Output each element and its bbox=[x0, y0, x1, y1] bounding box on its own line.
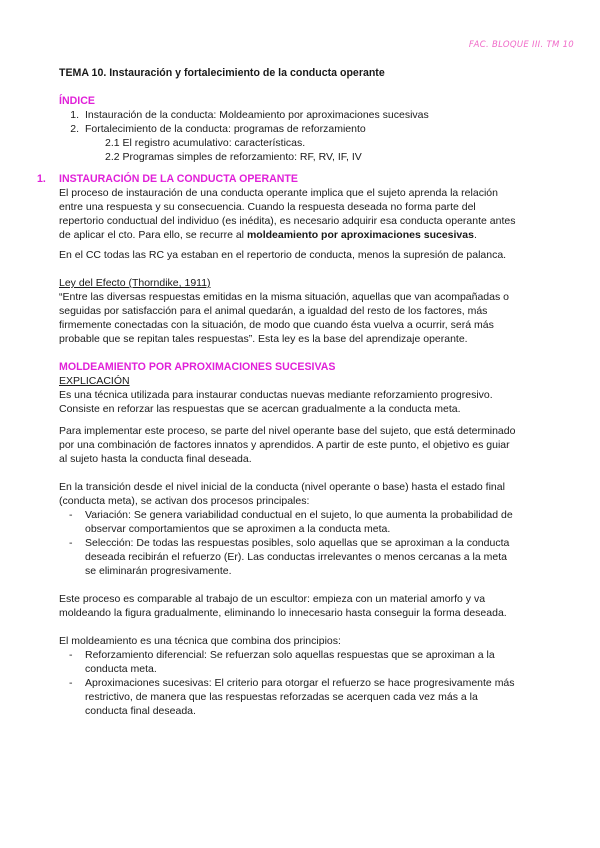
section-heading: 1. INSTAURACIÓN DE LA CONDUCTA OPERANTE bbox=[37, 173, 298, 185]
paragraph: Para implementar este proceso, se parte del nivel operante base del sujeto, que está determinado por una combinación de factores innatos y aprendidos. A partir de este punto, el objetivo es guiar al sujeto hasta la conducta final deseada. bbox=[59, 425, 516, 465]
header-tag: FAC. BLOQUE III. TM 10 bbox=[468, 40, 574, 50]
index-subitem: 2.2 Programas simples de reforzamiento: RF, RV, IF, IV bbox=[105, 151, 362, 163]
bullet-list bbox=[59, 508, 519, 578]
paragraph: En el CC todas las RC ya estaban en el repertorio de conducta, menos la supresión de palanca. bbox=[59, 249, 507, 261]
list-item: - Selección: De todas las respuestas posibles, solo aquellas que se aproximan a la conducta deseada recibirán el refuerzo (Er). Las conductas irrelevantes o menos cercanas a la meta se eliminarán progresivamente. bbox=[69, 537, 510, 577]
list-item: - Reforzamiento diferencial: Se refuerzan solo aquellas respuestas que se aproximan a la conducta meta. bbox=[69, 649, 495, 675]
subsection-heading: MOLDEAMIENTO POR APROXIMACIONES SUCESIVAS bbox=[59, 361, 336, 373]
index-item: 1. Instauración de la conducta: Moldeamiento por aproximaciones sucesivas bbox=[70, 109, 429, 121]
paragraph: Este proceso es comparable al trabajo de un escultor: empieza con un material amorfo y va moldeando la figura gradualmente, eliminando lo innecesario hasta conseguir la forma deseada. bbox=[59, 593, 507, 619]
paragraph: El moldeamiento es una técnica que combina dos principios: bbox=[59, 635, 341, 647]
list-item: - Variación: Se genera variabilidad conductual en el sujeto, lo que aumenta la probabilidad de observar comportamientos que se aproximen a la conducta meta. bbox=[69, 509, 513, 535]
explanation-label: EXPLICACIÓN bbox=[59, 375, 130, 387]
law-quote: “Entre las diversas respuestas emitidas en la misma situación, aquellas que van acompañadas o seguidas por satisfacción para el animal quedarán, a igualdad del resto de los factores, más firmemente conectadas con la situación, de modo que cuando ésta vuelva a ocurrir, será más probable que se repitan tales respuestas”. Esta ley es la base del aprendizaje operante. bbox=[59, 291, 509, 345]
paragraph: El proceso de instauración de una conducta operante implica que el sujeto aprenda la relación entre una respuesta y su consecuencia. Cuando la respuesta deseada no forma parte del repertorio conductual del individuo (es inédita), es necesario adquirir esa conducta operante antes de aplicar el cto. Para ello, se recurre al moldeamiento por aproximaciones sucesivas. bbox=[59, 187, 516, 241]
index-subitem: 2.1 El registro acumulativo: características. bbox=[105, 137, 306, 149]
law-heading: Ley del Efecto (Thorndike, 1911) bbox=[59, 277, 211, 289]
document-body bbox=[37, 66, 519, 718]
paragraph: En la transición desde el nivel inicial de la conducta (nivel operante o base) hasta el estado final (conducta meta), se activan dos procesos principales: bbox=[59, 481, 505, 507]
list-item: - Aproximaciones sucesivas: El criterio para otorgar el refuerzo se hace progresivamente más restrictivo, de manera que las respuestas reforzadas se acerquen cada vez más a la conducta final deseada. bbox=[69, 677, 515, 717]
paragraph: Es una técnica utilizada para instaurar conductas nuevas mediante reforzamiento progresivo. Consiste en reforzar las respuestas que se acercan gradualmente a la conducta meta. bbox=[59, 389, 493, 415]
document-title: TEMA 10. Instauración y fortalecimiento de la conducta operante bbox=[59, 67, 385, 79]
index-item: 2. Fortalecimiento de la conducta: programas de reforzamiento bbox=[70, 123, 366, 135]
bullet-list bbox=[59, 648, 519, 718]
index-heading: ÍNDICE bbox=[59, 95, 95, 107]
